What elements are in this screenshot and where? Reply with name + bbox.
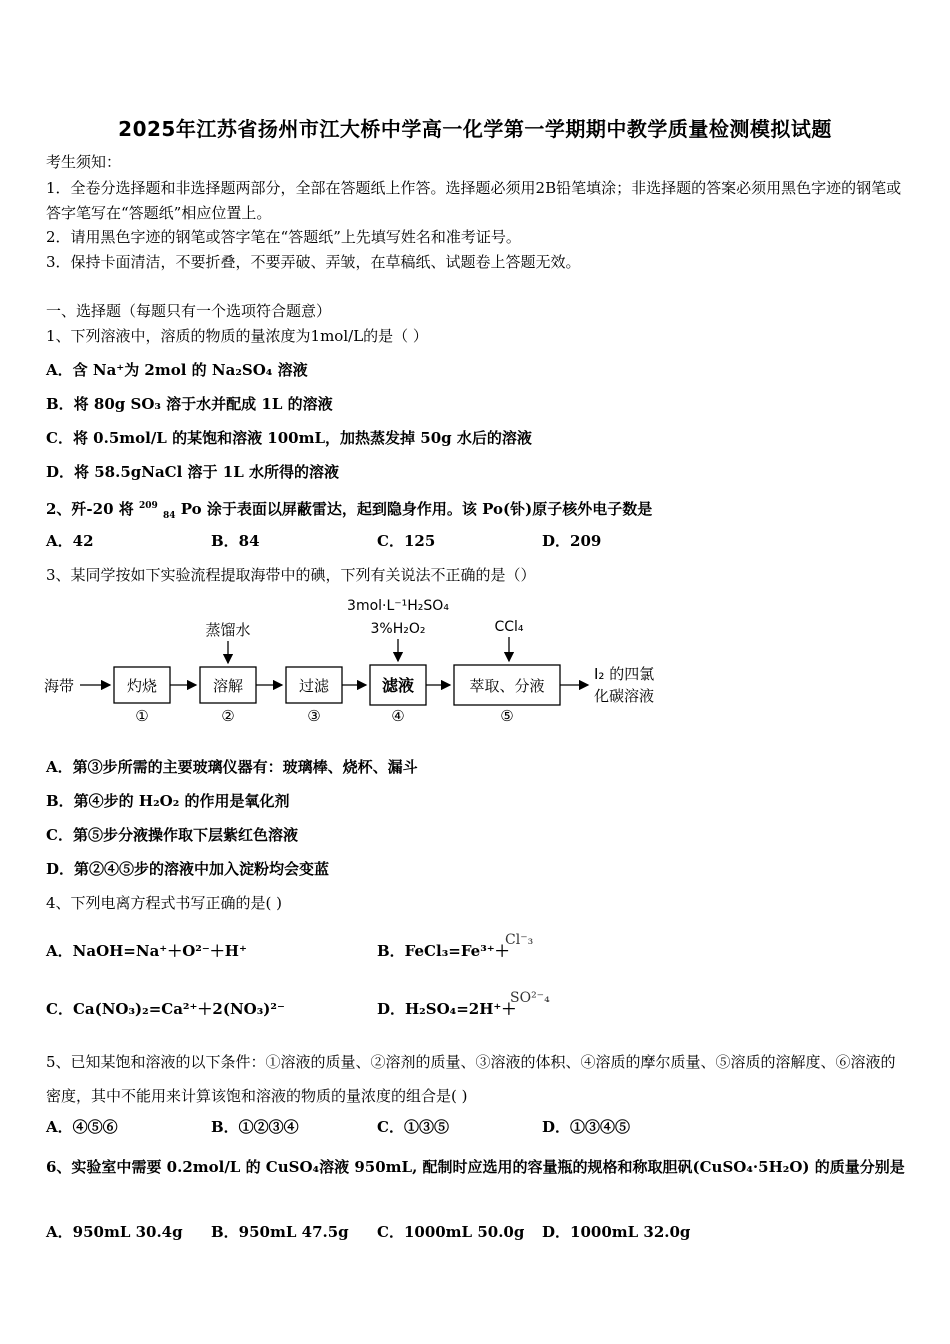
flow-reagent-acid: 3mol·L⁻¹H₂SO₄	[347, 598, 449, 614]
flow-num-5: ⑤	[500, 707, 514, 725]
q6-option-b: B．950mL 47.5g	[211, 1223, 349, 1241]
q1-option-a: A．含 Na⁺为 2mol 的 Na₂SO₄ 溶液	[46, 361, 308, 379]
q2-option-a: A．42	[46, 532, 94, 550]
flow-reagent-ccl4: CCl₄	[494, 619, 524, 635]
q3-option-c: C．第⑤步分液操作取下层紫红色溶液	[46, 826, 298, 844]
notice-item-1: 1．全卷分选择题和非选择题两部分，全部在答题纸上作答。选择题必须用2B铅笔填涂；非选择题的答案必须用黑色字迹的钢笔或答字笔写在“答题纸”相应位置上。	[46, 179, 902, 222]
page-title: 2025年江苏省扬州市江大桥中学高一化学第一学期期中教学质量检测模拟试题	[118, 117, 832, 141]
q6-option-c: C．1000mL 50.0g	[377, 1223, 525, 1241]
q5-option-c: C．①③⑤	[377, 1118, 449, 1136]
q3-option-d: D．第②④⑤步的溶液中加入淀粉均会变蓝	[46, 860, 330, 878]
q4-option-c: C．Ca(NO₃)₂=Ca²⁺＋2(NO₃)²⁻	[46, 1000, 285, 1018]
q5-option-b: B．①②③④	[211, 1118, 299, 1136]
q5-option-a: A．④⑤⑥	[46, 1118, 118, 1136]
notice-heading: 考生须知：	[46, 153, 122, 171]
flow-num-2: ②	[221, 707, 235, 725]
q4-option-a: A．NaOH=Na⁺＋O²⁻＋H⁺	[46, 942, 247, 960]
flow-end-line2: 化碳溶液	[594, 687, 655, 705]
q4-option-b: B．FeCl₃=Fe³⁺＋	[377, 942, 510, 960]
flow-step-4: 滤液	[381, 676, 415, 695]
q4-option-d: D．H₂SO₄=2H⁺＋	[377, 1000, 517, 1018]
q1-stem: 1、下列溶液中，溶质的物质的量浓度为1mol/L的是（ ）	[46, 327, 428, 345]
flow-num-4: ④	[391, 707, 405, 725]
q4-d-ion: SO²⁻₄	[510, 990, 550, 1006]
q4-b-ion: Cl⁻₃	[505, 932, 534, 948]
q2-option-c: C．125	[377, 532, 436, 550]
q2-option-d: D．209	[542, 532, 602, 550]
flow-end-line1: I₂ 的四氯	[594, 665, 655, 683]
flow-reagent-water: 蒸馏水	[205, 621, 251, 639]
flow-reagent-h2o2: 3%H₂O₂	[370, 621, 426, 637]
q2-option-b: B．84	[211, 532, 260, 550]
q1-option-b: B．将 80g SO₃ 溶于水并配成 1L 的溶液	[46, 395, 333, 413]
q5-option-d: D．①③④⑤	[542, 1118, 631, 1136]
q2-stem	[46, 496, 652, 526]
q6-option-a: A．950mL 30.4g	[46, 1223, 183, 1241]
flow-num-1: ①	[135, 707, 149, 725]
q3-stem: 3、某同学按如下实验流程提取海带中的碘，下列有关说法不正确的是（）	[46, 566, 536, 584]
notice-item-2: 2．请用黑色字迹的钢笔或答字笔在“答题纸”上先填写姓名和准考证号。	[46, 228, 521, 246]
q6-option-d: D．1000mL 32.0g	[542, 1223, 691, 1241]
flow-step-3: 过滤	[298, 677, 330, 695]
q6-stem: 6、实验室中需要 0.2mol/L 的 CuSO₄溶液 950mL, 配制时应选用的容量瓶的规格和称取胆矾(CuSO₄·5H₂O) 的质量分别是	[46, 1158, 905, 1176]
notice-item-3: 3．保持卡面清洁，不要折叠，不要弄破、弄皱，在草稿纸、试题卷上答题无效。	[46, 253, 581, 271]
q3-option-b: B．第④步的 H₂O₂ 的作用是氧化剂	[46, 792, 290, 810]
q2-atomic-number: 84	[163, 511, 176, 521]
flow-start-label: 海带	[44, 677, 75, 695]
q3-option-a: A．第③步所需的主要玻璃仪器有：玻璃棒、烧杯、漏斗	[46, 758, 418, 776]
q1-option-d: D．将 58.5gNaCl 溶于 1L 水所得的溶液	[46, 463, 339, 481]
q2-stem-post: Po 涂于表面以屏蔽雷达，起到隐身作用。该 Po(钋)原子核外电子数是	[180, 500, 653, 518]
q5-stem: 5、已知某饱和溶液的以下条件：①溶液的质量、②溶剂的质量、③溶液的体积、④溶质的摩尔质量、⑤溶质的溶解度、⑥溶液的密度，其中不能用来计算该饱和溶液的物质的量浓度的组合是( )	[46, 1053, 896, 1105]
flow-step-1: 灼烧	[126, 677, 158, 695]
q2-stem-pre: 2、歼-20 将	[46, 500, 134, 518]
section-heading: 一、选择题（每题只有一个选项符合题意）	[46, 302, 332, 320]
flow-num-3: ③	[307, 707, 321, 725]
q1-option-c: C．将 0.5mol/L 的某饱和溶液 100mL，加热蒸发掉 50g 水后的溶液	[46, 429, 532, 447]
q4-stem: 4、下列电离方程式书写正确的是( )	[46, 894, 283, 912]
iodine-extraction-flowchart	[44, 595, 674, 725]
q2-mass-number: 209	[139, 501, 158, 511]
flow-step-2: 溶解	[212, 677, 244, 695]
flow-step-5: 萃取、分液	[469, 677, 545, 695]
